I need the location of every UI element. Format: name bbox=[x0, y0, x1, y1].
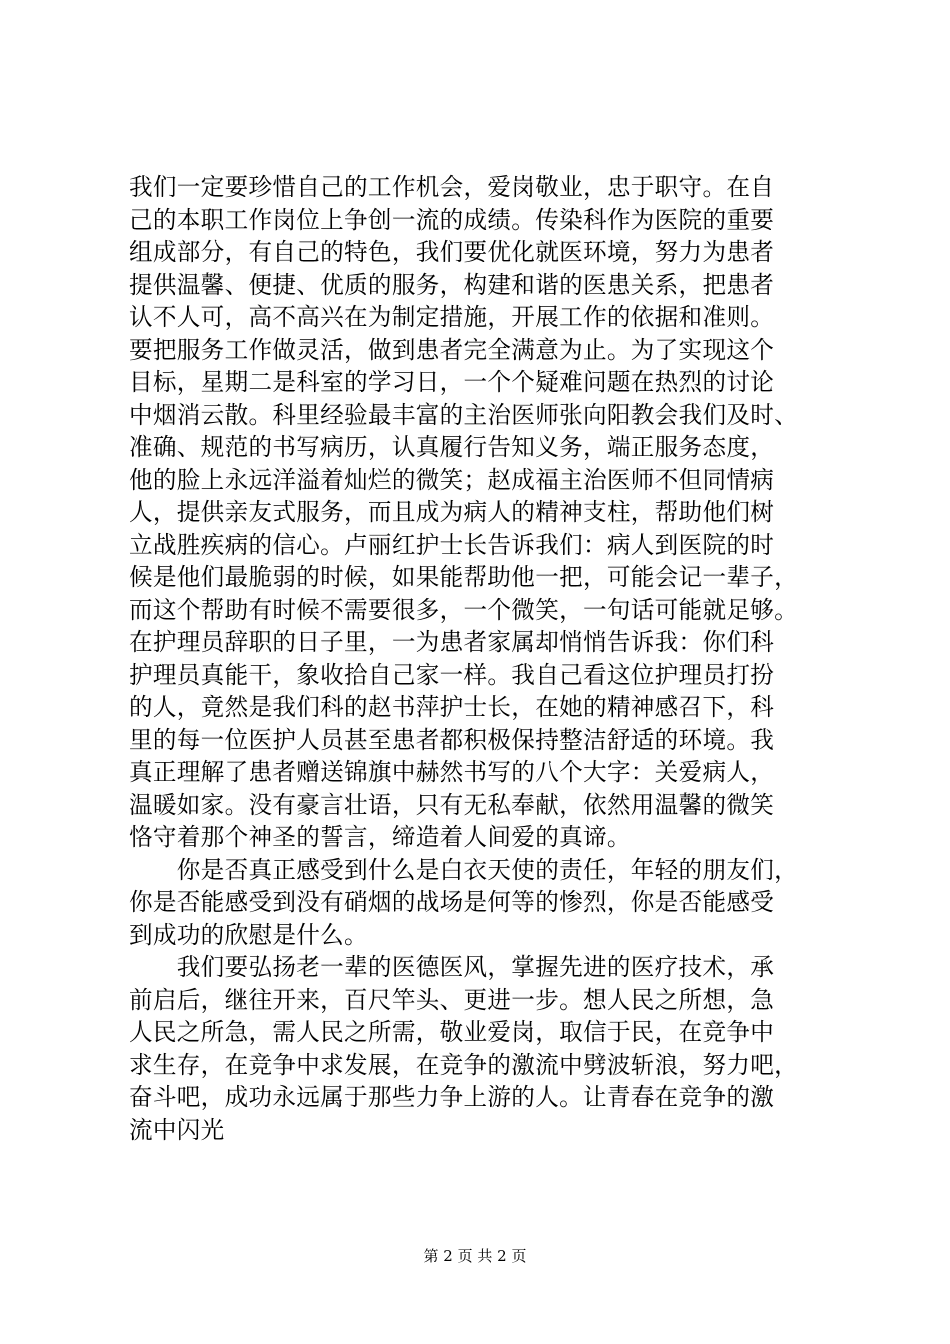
text-line: 立战胜疾病的信心。卢丽红护士长告诉我们：病人到医院的时 bbox=[129, 530, 775, 559]
text-line: 奋斗吧，成功永远属于那些力争上游的人。让青春在竞争的激 bbox=[129, 1083, 775, 1111]
text-line: 中烟消云散。科里经验最丰富的主治医师张向阳教会我们及时、 bbox=[129, 400, 799, 429]
text-line: 我们一定要珍惜自己的工作机会，爱岗敬业，忠于职守。在自 bbox=[129, 173, 775, 201]
page-number-footer: 第 2 页 共 2 页 bbox=[423, 1247, 527, 1265]
text-line: 流中闪光 bbox=[129, 1115, 225, 1144]
text-line: 要把服务工作做灵活，做到患者完全满意为止。为了实现这个 bbox=[129, 335, 775, 364]
text-line: 他的脸上永远洋溢着灿烂的微笑；赵成福主治医师不但同情病 bbox=[129, 465, 775, 494]
text-line: 目标，星期二是科室的学习日，一个个疑难问题在热烈的讨论 bbox=[129, 368, 775, 396]
text-line: 我们要弘扬老一辈的医德医风，掌握先进的医疗技术，承 bbox=[129, 953, 775, 981]
text-line: 在护理员辞职的日子里，一为患者家属却悄悄告诉我：你们科 bbox=[129, 628, 775, 656]
text-line: 而这个帮助有时候不需要很多，一个微笑，一句话可能就足够。 bbox=[129, 595, 799, 624]
body-text bbox=[129, 171, 829, 1146]
text-line: 准确、规范的书写病历，认真履行告知义务，端正服务态度， bbox=[129, 433, 775, 461]
text-line: 温暖如家。没有豪言壮语，只有无私奉献，依然用温馨的微笑 bbox=[129, 790, 775, 819]
text-line: 你是否能感受到没有硝烟的战场是何等的惨烈，你是否能感受 bbox=[129, 888, 775, 916]
text-line: 前启后，继往开来，百尺竿头、更进一步。想人民之所想，急 bbox=[129, 985, 775, 1014]
text-line: 组成部分，有自己的特色，我们要优化就医环境，努力为患者 bbox=[129, 238, 775, 266]
text-line: 恪守着那个神圣的誓言，缔造着人间爱的真谛。 bbox=[129, 823, 631, 851]
text-line: 人民之所急，需人民之所需，敬业爱岗，取信于民，在竞争中 bbox=[129, 1018, 775, 1046]
text-line: 认不人可，高不高兴在为制定措施，开展工作的依据和准则。 bbox=[129, 303, 775, 331]
text-line: 己的本职工作岗位上争创一流的成绩。传染科作为医院的重要 bbox=[129, 205, 775, 234]
text-line: 真正理解了患者赠送锦旗中赫然书写的八个大字：关爱病人， bbox=[129, 758, 775, 786]
text-line: 到成功的欣慰是什么。 bbox=[129, 920, 368, 949]
text-line: 你是否真正感受到什么是白衣天使的责任，年轻的朋友们， bbox=[129, 855, 799, 884]
text-line: 候是他们最脆弱的时候，如果能帮助他一把，可能会记一辈子， bbox=[129, 563, 799, 591]
text-line: 人，提供亲友式服务，而且成为病人的精神支柱，帮助他们树 bbox=[129, 498, 775, 526]
text-line: 提供温馨、便捷、优质的服务，构建和谐的医患关系，把患者 bbox=[129, 270, 775, 299]
text-line: 里的每一位医护人员甚至患者都积极保持整洁舒适的环境。我 bbox=[129, 725, 775, 754]
text-line: 护理员真能干，象收拾自己家一样。我自己看这位护理员打扮 bbox=[129, 660, 775, 689]
text-line: 的人，竟然是我们科的赵书萍护士长，在她的精神感召下，科 bbox=[129, 693, 775, 721]
text-line: 求生存，在竞争中求发展，在竞争的激流中劈波斩浪，努力吧， bbox=[129, 1050, 799, 1079]
